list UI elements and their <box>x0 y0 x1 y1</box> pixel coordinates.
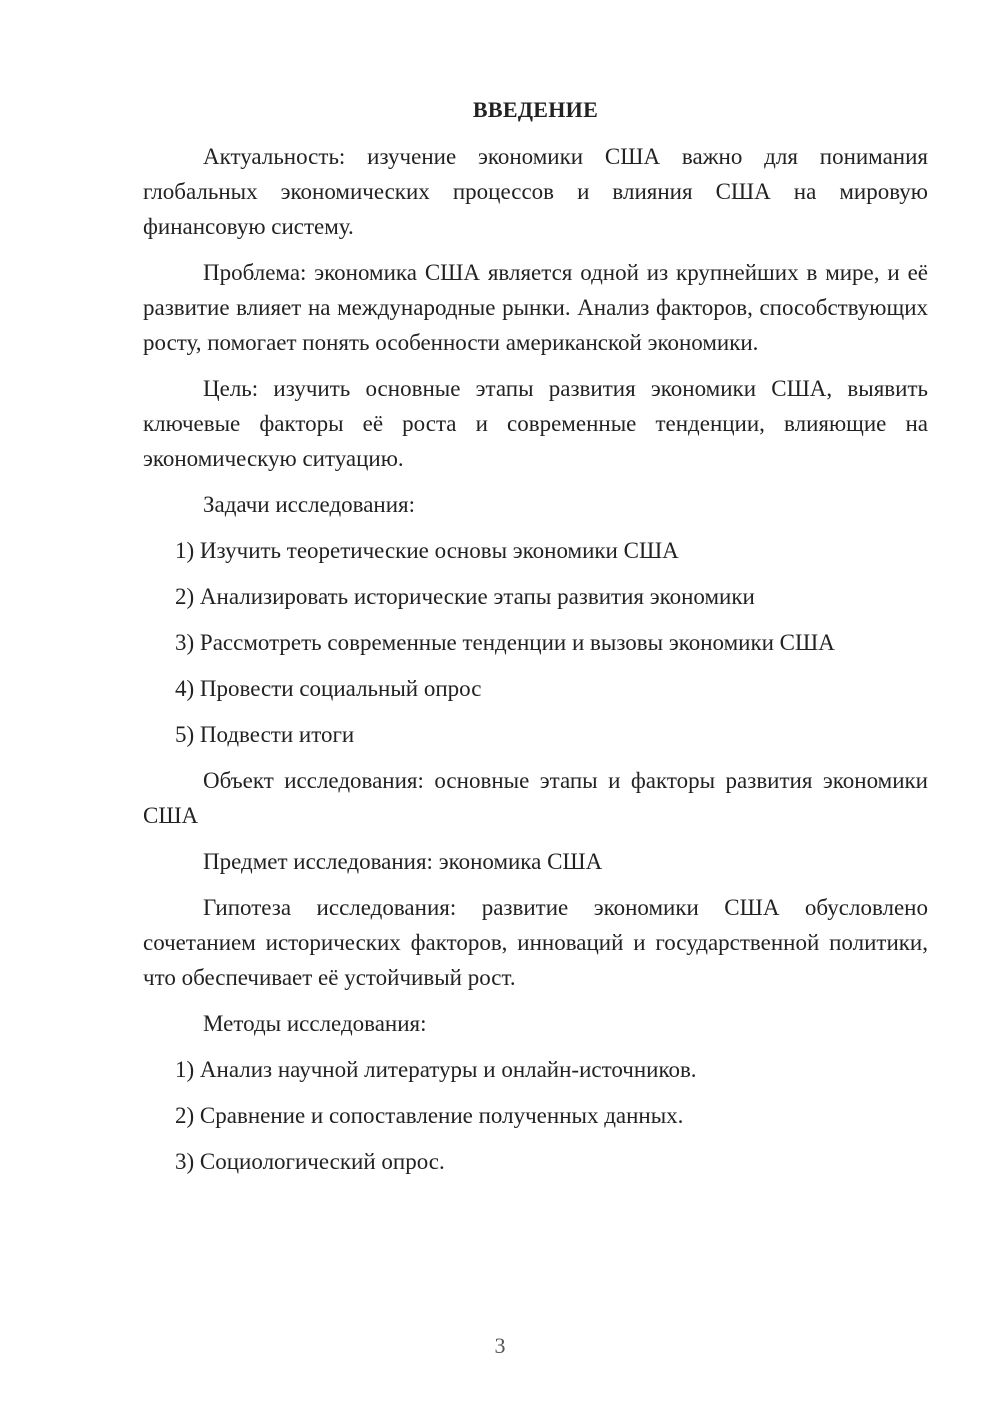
methods-heading: Методы исследования: <box>203 1011 427 1036</box>
tasks-list <box>143 533 928 752</box>
list-item: 2) Сравнение и сопоставление полученных данных. <box>175 1103 684 1128</box>
object-paragraph: Объект исследования: основные этапы и факторы развития экономики США <box>143 768 928 828</box>
section-title: ВВЕДЕНИЕ <box>472 97 599 122</box>
list-item: 3) Социологический опрос. <box>175 1149 445 1174</box>
document-page <box>143 95 928 1190</box>
page-number: 3 <box>494 1333 506 1358</box>
subject-paragraph: Предмет исследования: экономика США <box>203 849 603 874</box>
list-item: 1) Анализ научной литературы и онлайн-источников. <box>175 1057 697 1082</box>
methods-list <box>143 1052 928 1179</box>
list-item: 2) Анализировать исторические этапы развития экономики <box>175 584 755 609</box>
list-item: 5) Подвести итоги <box>175 722 355 747</box>
problem-paragraph: Проблема: экономика США является одной из крупнейших в мире, и её развитие влияет на международные рынки. Анализ факторов, способствующих росту, помогает понять особенности американской экономики. <box>143 260 928 355</box>
list-item: 1) Изучить теоретические основы экономики США <box>175 538 679 563</box>
hypothesis-paragraph: Гипотеза исследования: развитие экономики США обусловлено сочетанием исторических факторов, инноваций и государственной политики, что обеспечивает её устойчивый рост. <box>143 895 928 990</box>
tasks-heading: Задачи исследования: <box>203 492 416 517</box>
goal-paragraph: Цель: изучить основные этапы развития экономики США, выявить ключевые факторы её роста и современные тенденции, влияющие на экономическую ситуацию. <box>143 376 928 471</box>
list-item: 4) Провести социальный опрос <box>175 676 482 701</box>
list-item: 3) Рассмотреть современные тенденции и вызовы экономики США <box>175 630 835 655</box>
relevance-paragraph: Актуальность: изучение экономики США важно для понимания глобальных экономических процессов и влияния США на мировую финансовую систему. <box>143 144 928 239</box>
